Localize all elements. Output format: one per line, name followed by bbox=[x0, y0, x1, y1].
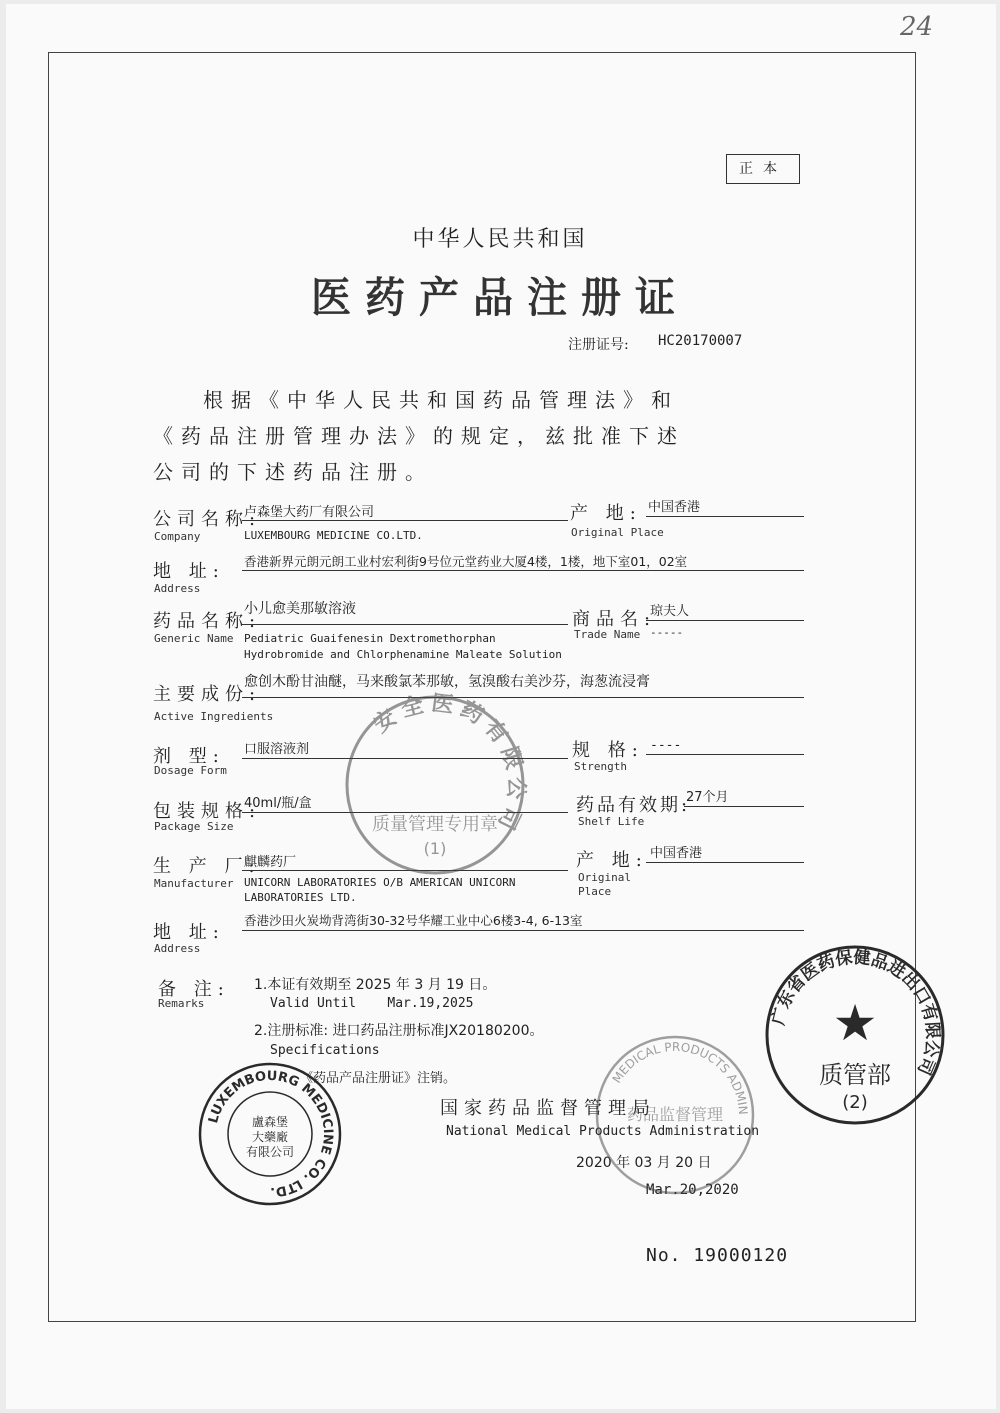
origin-value-2: 中国香港 bbox=[650, 846, 703, 861]
registration-number-label: 注册证号: bbox=[568, 337, 629, 353]
company-seal-center-3: 有限公司 bbox=[245, 1145, 295, 1159]
authority-name: 国家药品监督管理局 bbox=[440, 1098, 656, 1119]
trade-name-line bbox=[646, 620, 804, 621]
remarks-item-1: 1.本证有效期至 2025 年 3 月 19 日。 bbox=[254, 977, 497, 993]
address-label-2: 地 址: bbox=[153, 922, 225, 943]
origin-line-1 bbox=[646, 516, 804, 517]
manufacturer-label: 生 产 厂: bbox=[153, 856, 261, 877]
strength-line bbox=[646, 754, 804, 755]
origin-label-2: 产 地: bbox=[576, 850, 648, 871]
company-seal-center-1: 盧森堡 bbox=[251, 1115, 289, 1129]
address-label-en-1: Address bbox=[154, 582, 201, 595]
address-line-1 bbox=[242, 570, 804, 571]
manufacturer-value-en-1: UNICORN LABORATORIES O/B AMERICAN UNICORN bbox=[244, 876, 516, 889]
intro-line-2: 《药品注册管理办法》的规定，兹批准下述 bbox=[153, 424, 685, 448]
star-icon: ★ bbox=[832, 994, 878, 1052]
ingredients-value: 愈创木酚甘油醚，马来酸氯苯那敏，氢溴酸右美沙芬，海葱流浸膏 bbox=[244, 674, 650, 690]
ingredients-label: 主要成份: bbox=[153, 684, 262, 705]
origin-label-1: 产 地: bbox=[570, 503, 642, 524]
address-line-2 bbox=[242, 930, 804, 931]
dosage-form-label: 剂 型: bbox=[153, 746, 225, 767]
origin-label-en-2a: Original bbox=[578, 871, 631, 884]
generic-name-label: 药品名称: bbox=[153, 611, 262, 632]
company-seal-stamp bbox=[196, 1060, 344, 1208]
original-copy-badge: 正本 bbox=[726, 154, 800, 184]
manufacturer-value: 麒麟药厂 bbox=[244, 855, 297, 870]
trade-name-value: 琼夫人 bbox=[650, 604, 690, 619]
package-size-value: 40ml/瓶/盒 bbox=[244, 796, 312, 811]
company-value: 卢森堡大药厂有限公司 bbox=[244, 505, 375, 520]
quality-dept-center: 质管部 bbox=[819, 1061, 891, 1089]
admin-seal-center: 药品监督管理 bbox=[626, 1105, 724, 1124]
package-size-label: 包装规格: bbox=[153, 801, 262, 822]
generic-name-en-2: Hydrobromide and Chlorphenamine Maleate Solution bbox=[244, 648, 562, 661]
manufacturer-value-en-2: LABORATORIES LTD. bbox=[244, 891, 357, 904]
qa-seal-center: 质量管理专用章 bbox=[372, 814, 498, 835]
remarks-item-2-en: Specifications bbox=[270, 1043, 380, 1058]
generic-name-line bbox=[242, 624, 568, 625]
qa-seal-ring-text: 安全医药有限公司 bbox=[369, 690, 529, 839]
shelf-life-value: 27个月 bbox=[686, 790, 729, 805]
manufacturer-label-en: Manufacturer bbox=[154, 877, 234, 890]
origin-value-1: 中国香港 bbox=[648, 500, 701, 515]
remarks-label: 备 注: bbox=[158, 979, 230, 1000]
country-heading: 中华人民共和国 bbox=[412, 227, 588, 252]
remarks-item-3: 《药品产品注册证》注销。 bbox=[300, 1071, 457, 1086]
certificate-title: 医药产品注册证 bbox=[311, 272, 689, 323]
company-seal-center-2: 大藥廠 bbox=[251, 1130, 289, 1144]
strength-label-en: Strength bbox=[574, 760, 627, 773]
quality-management-seal-stamp bbox=[340, 690, 530, 880]
trade-name-label-en: Trade Name bbox=[574, 628, 641, 641]
trade-name-label: 商品名: bbox=[572, 609, 657, 630]
address-value-1: 香港新界元朗元朗工业村宏利街9号位元堂药业大厦4楼，1楼，地下室01，02室 bbox=[244, 554, 688, 569]
origin-label-en-2b: Place bbox=[578, 885, 612, 898]
strength-label: 规 格: bbox=[572, 740, 644, 761]
issue-date: 2020 年 03 月 20 日 bbox=[576, 1155, 712, 1171]
origin-line-2 bbox=[646, 862, 804, 863]
shelf-life-label-en: Shelf Life bbox=[578, 815, 645, 828]
quality-dept-number: (2) bbox=[842, 1092, 868, 1113]
administration-seal-stamp bbox=[590, 1030, 760, 1200]
quality-dept-ring-text: 广东省医药保健品进出口有限公司 bbox=[768, 947, 943, 1078]
origin-label-en-1: Original Place bbox=[571, 526, 664, 539]
intro-line-1: 根据《中华人民共和国药品管理法》和 bbox=[203, 388, 679, 412]
dosage-form-label-en: Dosage Form bbox=[154, 764, 227, 777]
quality-department-stamp bbox=[760, 940, 950, 1130]
generic-name-en-1: Pediatric Guaifenesin Dextromethorphan bbox=[244, 632, 496, 645]
address-value-2: 香港沙田火炭坳背湾街30-32号华耀工业中心6楼3-4, 6-13室 bbox=[244, 913, 583, 928]
dosage-form-value: 口服溶液剂 bbox=[244, 742, 310, 757]
authority-name-en: National Medical Products Administration bbox=[446, 1124, 760, 1139]
trade-name-value-en: ----- bbox=[650, 626, 684, 639]
ingredients-label-en: Active Ingredients bbox=[154, 710, 274, 723]
address-label-en-2: Address bbox=[154, 942, 201, 955]
generic-name-label-en: Generic Name bbox=[154, 632, 234, 645]
company-line bbox=[242, 520, 568, 521]
qa-seal-number: (1) bbox=[423, 839, 447, 858]
company-label-en: Company bbox=[154, 530, 201, 543]
remarks-label-en: Remarks bbox=[158, 997, 205, 1010]
generic-name-value: 小儿愈美那敏溶液 bbox=[244, 601, 356, 617]
strength-value: ---- bbox=[650, 738, 682, 753]
company-value-en: LUXEMBOURG MEDICINE CO.LTD. bbox=[244, 529, 423, 542]
address-label-1: 地 址: bbox=[153, 561, 225, 582]
registration-number: HC20170007 bbox=[658, 333, 743, 349]
package-size-label-en: Package Size bbox=[154, 820, 234, 833]
issue-date-en: Mar.20,2020 bbox=[646, 1182, 739, 1198]
company-seal-ring-text: LUXEMBOURG MEDICINE CO. LTD. bbox=[206, 1068, 336, 1200]
remarks-item-2: 2.注册标准: 进口药品注册标准JX20180200。 bbox=[254, 1023, 544, 1039]
company-label: 公司名称: bbox=[153, 509, 262, 530]
shelf-life-label: 药品有效期: bbox=[576, 795, 691, 816]
remarks-item-1-en: Valid Until Mar.19,2025 bbox=[270, 996, 474, 1011]
serial-number: No. 19000120 bbox=[646, 1245, 789, 1266]
intro-line-3: 公司的下述药品注册。 bbox=[153, 460, 433, 484]
admin-seal-ring-text: MEDICAL PRODUCTS ADMIN bbox=[609, 1039, 751, 1116]
handwritten-page-number: 24 bbox=[900, 12, 934, 42]
shelf-life-line bbox=[684, 806, 804, 807]
